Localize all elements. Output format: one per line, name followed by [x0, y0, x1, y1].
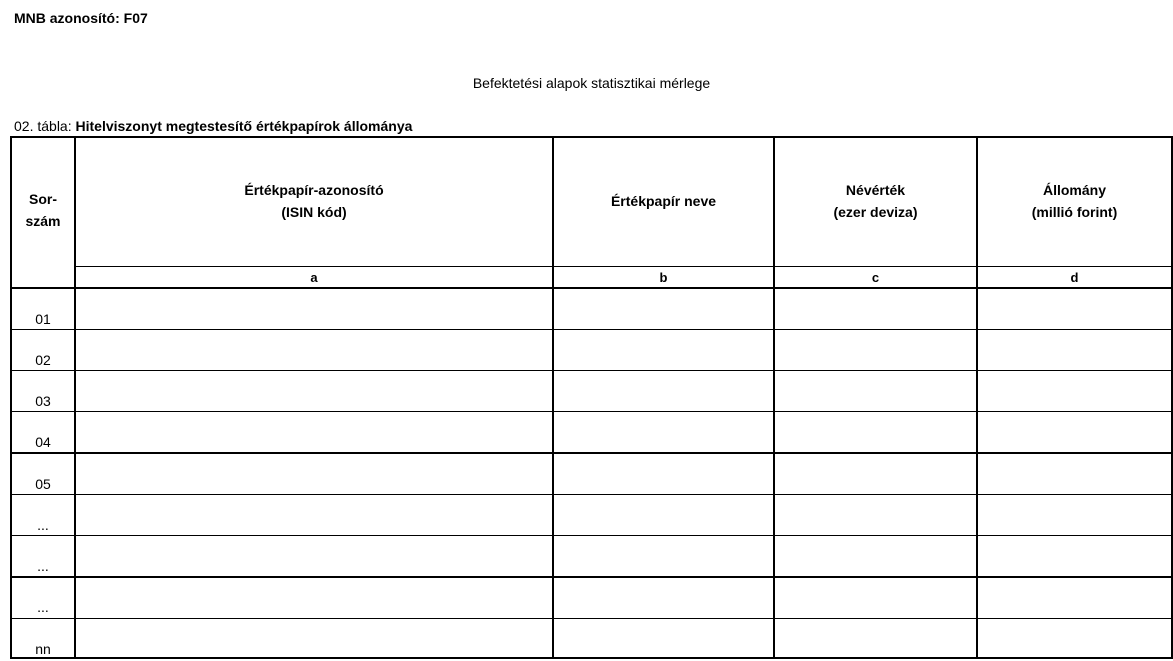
- header-sorszam-line1: Sor-: [29, 191, 57, 207]
- header-security-name: [554, 190, 773, 212]
- column-letter-b: b: [659, 270, 668, 285]
- header-face-value-line2: (ezer deviza): [833, 204, 918, 220]
- header-sorszam-line2: szám: [25, 213, 61, 229]
- table-title: Hitelviszonyt megtestesítő értékpapírok állománya: [75, 118, 413, 134]
- row-number: ...: [37, 517, 49, 533]
- column-letter-c: c: [871, 270, 880, 285]
- header-face-value: [775, 179, 976, 223]
- table-caption: [14, 118, 412, 134]
- table-number: 02. tábla:: [14, 118, 76, 134]
- row-number: nn: [35, 641, 51, 657]
- row-number: 02: [35, 352, 51, 368]
- row-number: ...: [37, 599, 49, 615]
- header-sorszam: [12, 188, 74, 232]
- header-isin-line1: Értékpapír-azonosító: [244, 182, 384, 198]
- column-letter-a: a: [310, 270, 318, 285]
- row-number: 03: [35, 393, 51, 409]
- header-stock-line1: Állomány: [1042, 182, 1106, 198]
- header-isin: [76, 179, 552, 223]
- header-security-name-line1: Értékpapír neve: [610, 193, 717, 209]
- column-letter-d: d: [1070, 270, 1079, 285]
- row-number: ...: [37, 558, 49, 574]
- header-isin-line2: (ISIN kód): [281, 204, 347, 220]
- mnb-identifier: MNB azonosító: F07: [14, 10, 148, 26]
- header-face-value-line1: Névérték: [845, 182, 906, 198]
- row-number: 05: [35, 476, 51, 492]
- document-title: Befektetési alapok statisztikai mérlege: [472, 75, 711, 91]
- row-number: 01: [35, 311, 51, 327]
- row-number: 04: [35, 434, 51, 450]
- header-stock-line2: (millió forint): [1031, 204, 1118, 220]
- header-stock: [978, 179, 1171, 223]
